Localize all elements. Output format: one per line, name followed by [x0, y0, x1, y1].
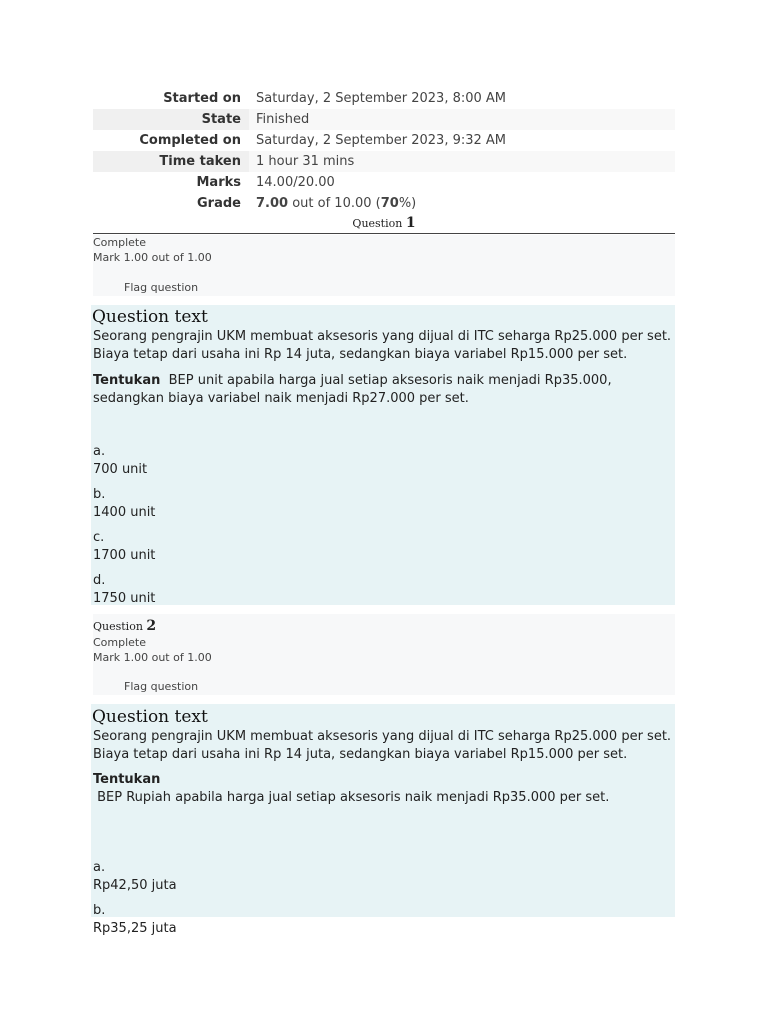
- state-label: State: [93, 109, 249, 130]
- question-1-flag-link[interactable]: Flag question: [124, 281, 199, 294]
- marks-label: Marks: [196, 175, 241, 190]
- question-1-text-line-1: Seorang pengrajin UKM membuat aksesoris yang dijual di ITC seharga Rp25.000 per set.: [93, 329, 672, 344]
- option-text: Rp42,50 juta: [93, 878, 177, 893]
- summary-row-time-taken: [93, 151, 675, 172]
- option-letter: d.: [93, 573, 106, 588]
- question-1-instruction: [91, 372, 675, 390]
- question-2-label: Question: [93, 620, 143, 633]
- question-1-content: [91, 305, 675, 605]
- option-letter: b.: [93, 903, 106, 918]
- question-1-option-c[interactable]: [91, 529, 675, 565]
- question-2-text-line-1: Seorang pengrajin UKM membuat aksesoris yang dijual di ITC seharga Rp25.000 per set.: [93, 729, 672, 744]
- question-1-number: 1: [405, 215, 416, 231]
- option-letter: c.: [93, 530, 105, 545]
- question-2-instruction: [91, 771, 675, 807]
- summary-row-started: [93, 88, 675, 109]
- grade-mid: out of 10.00 (: [288, 196, 381, 211]
- state-value: Finished: [249, 109, 675, 130]
- question-1-label: Question: [352, 217, 403, 230]
- question-1-option-d[interactable]: [91, 572, 675, 608]
- grade-score: 7.00: [256, 196, 289, 211]
- summary-table: [93, 88, 675, 214]
- option-letter: a.: [93, 860, 106, 875]
- question-1-instruction-bold: Tentukan: [93, 373, 161, 388]
- option-text: Rp35,25 juta: [93, 921, 177, 936]
- completed-on-value: Saturday, 2 September 2023, 9:32 AM: [256, 133, 507, 148]
- option-letter: a.: [93, 444, 106, 459]
- question-2-heading: Question text: [92, 707, 208, 727]
- question-1-instruction-line-2: sedangkan biaya variabel naik menjadi Rp27.000 per set.: [93, 391, 469, 406]
- time-taken-value: 1 hour 31 mins: [249, 151, 675, 172]
- summary-row-completed: [93, 130, 675, 151]
- summary-row-state: [93, 109, 675, 130]
- question-1-text-line-2: Biaya tetap dari usaha ini Rp 14 juta, sedangkan biaya variabel Rp15.000 per set.: [93, 347, 628, 362]
- attempt-summary: [93, 88, 675, 214]
- question-1-header: [93, 215, 675, 234]
- summary-row-grade: [93, 193, 675, 214]
- option-text: 1750 unit: [93, 591, 156, 606]
- question-2-status: Complete: [93, 636, 147, 649]
- question-2-content: [91, 704, 675, 936]
- question-1-info: [93, 235, 675, 296]
- question-2-info: [93, 614, 675, 695]
- question-2-option-b[interactable]: [91, 902, 675, 938]
- question-2-header: [93, 618, 675, 635]
- option-text: 700 unit: [93, 462, 148, 477]
- summary-row-marks: [93, 172, 675, 193]
- question-1-heading: Question text: [92, 307, 208, 327]
- question-1-instruction-line-1: BEP unit apabila harga jual setiap aksesoris naik menjadi Rp35.000,: [160, 373, 612, 388]
- question-2-instruction-bold: Tentukan: [93, 772, 161, 787]
- grade-label: Grade: [197, 196, 241, 211]
- question-2-mark: Mark 1.00 out of 1.00: [93, 651, 212, 664]
- grade-percent: 70: [380, 196, 399, 211]
- marks-value: 14.00/20.00: [256, 175, 335, 190]
- started-on-value: Saturday, 2 September 2023, 8:00 AM: [256, 91, 507, 106]
- option-text: 1400 unit: [93, 505, 156, 520]
- question-1-option-b[interactable]: [91, 486, 675, 522]
- question-1-status: Complete: [93, 236, 147, 249]
- option-letter: b.: [93, 487, 106, 502]
- question-2-text-line-2: Biaya tetap dari usaha ini Rp 14 juta, sedangkan biaya variabel Rp15.000 per set.: [93, 747, 628, 762]
- question-2-number: 2: [146, 618, 157, 634]
- time-taken-label: Time taken: [93, 151, 249, 172]
- question-1-mark: Mark 1.00 out of 1.00: [93, 251, 212, 264]
- question-2-option-a[interactable]: [91, 859, 675, 895]
- option-text: 1700 unit: [93, 548, 156, 563]
- question-2-instruction-line-1: BEP Rupiah apabila harga jual setiap aksesoris naik menjadi Rp35.000 per set.: [93, 790, 610, 805]
- question-2-flag-link[interactable]: Flag question: [124, 680, 199, 693]
- completed-on-label: Completed on: [139, 133, 241, 148]
- grade-end: %): [398, 196, 417, 211]
- grade-value: [249, 193, 675, 214]
- question-1-option-a[interactable]: [91, 443, 675, 479]
- started-on-label: Started on: [163, 91, 241, 106]
